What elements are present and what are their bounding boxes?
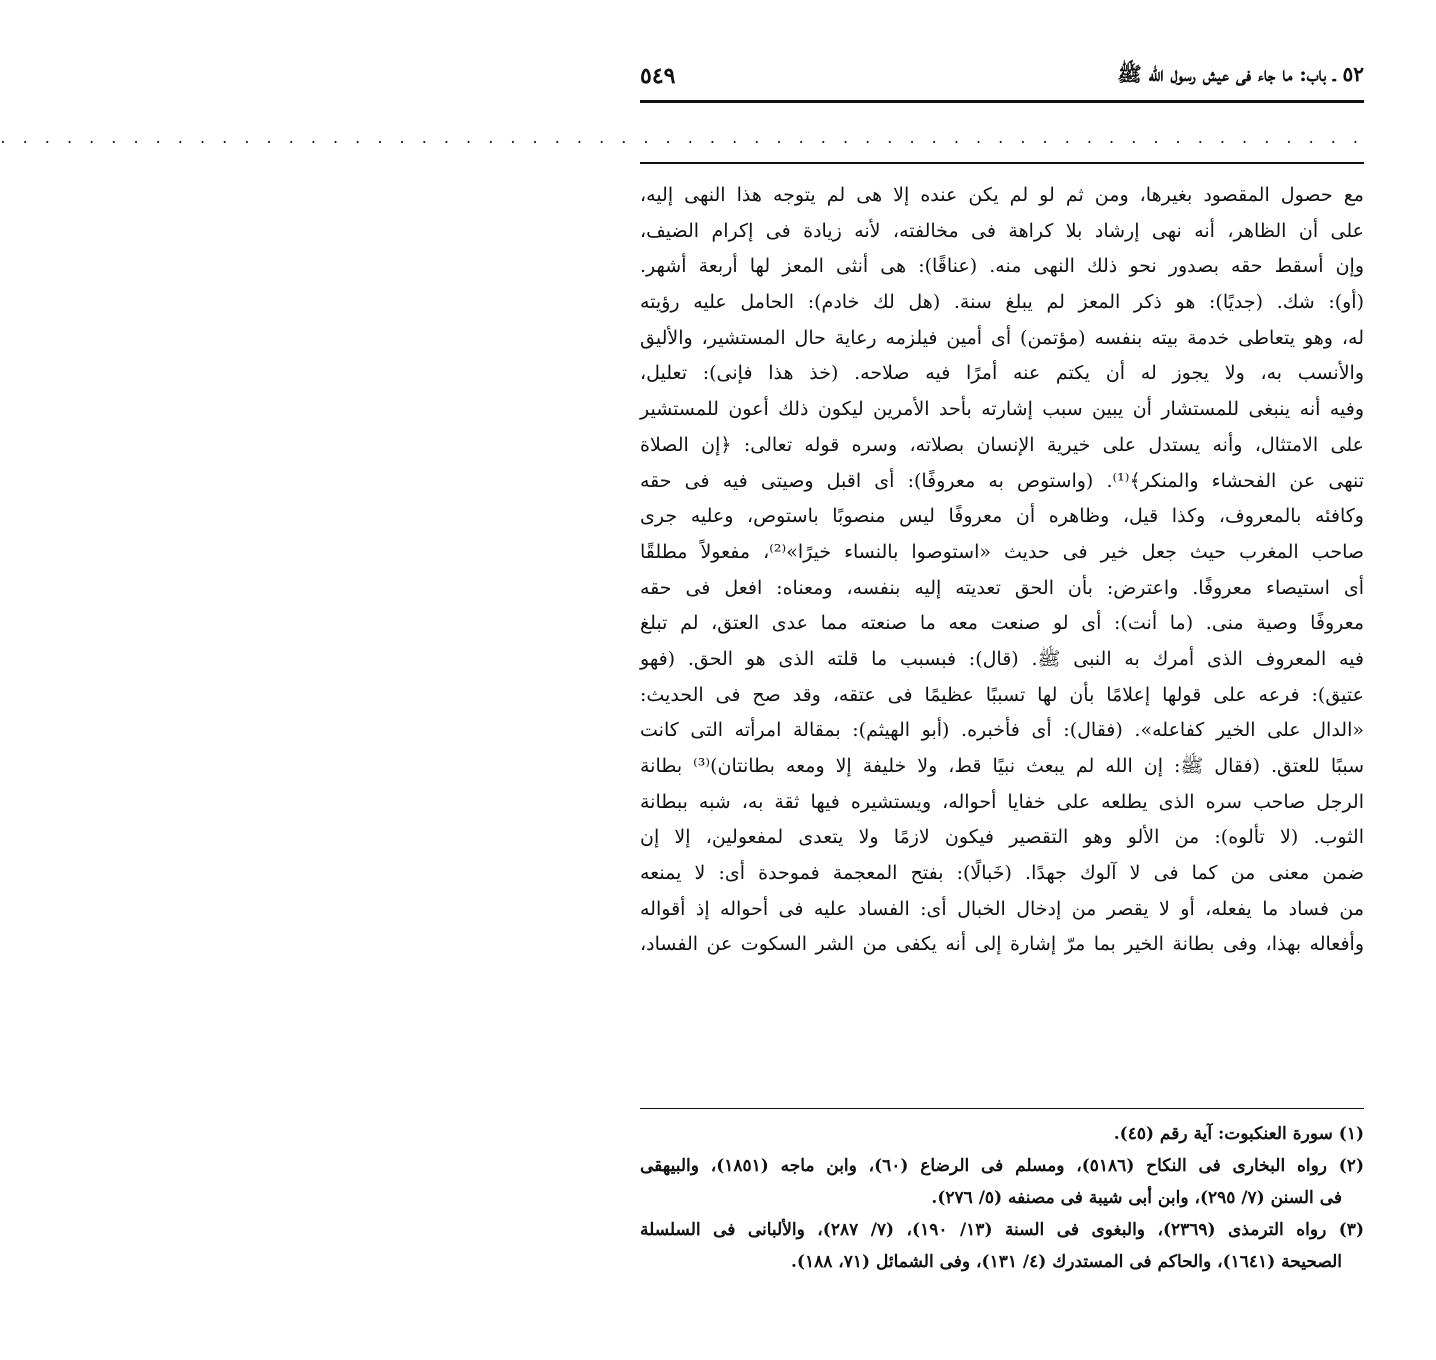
footnote-1: (١) سورة العنكبوت: آية رقم (٤٥).	[1113, 1124, 1364, 1144]
footnote-2: (٢) رواه البخارى فى النكاح (٥١٨٦)، ومسلم فى الرضاع (٦٠)، وابن ماجه (١٨٥١)، والبيهقى	[640, 1156, 1364, 1176]
dotted-separator: . . . . . . . . . . . . . . . . . . . . . . . . . . . . . . . . . . . . . . . . . . . . . . . . . . . . . . . . . . . . . .	[0, 128, 1364, 147]
text-line: مع حصول المقصود بغيرها، ومن ثم لو لم يكن عنده إلا هى لم يتوجه هذا النهى إليه،	[640, 184, 1364, 206]
footnotes	[640, 1118, 1364, 1278]
footnote-3: (٣) رواه الترمذى (٢٣٦٩)، والبغوى فى السنة (١٣/ ١٩٠)، (٧/ ٢٨٧)، والألبانى فى السلسلة	[640, 1220, 1364, 1240]
running-title: ٥٢ ـ باب: ما جاء فى عيش رسول الله ﷺ	[1117, 61, 1364, 86]
text-line: (أو): شك. (جديًا): هو ذكر المعز لم يبلغ سنة. (هل لك خادم): الحامل عليه رؤيته	[640, 291, 1364, 314]
text-line: معروفًا وصية منى. (ما أنت): أى لو صنعت معه ما صنعته مما عدى العتق، لم تبلغ	[640, 612, 1364, 635]
text-line: من فساد ما يفعله، أو لا يقصر من إدخال الخبال أى: الفساد عليه فى أحواله إذ أقواله	[640, 897, 1364, 920]
text-line: فيه المعروف الذى أمرك به النبى ﷺ. (قال): فبسبب ما قلته الذى هو الحق. (فهو	[640, 647, 1364, 670]
text-line: على أن الظاهر، أنه نهى إرشاد بلا كراهة فى مخالفته، لأنه زيادة فى إكرام الضيف،	[640, 219, 1364, 242]
text-line: على الامتثال، وأنه يستدل على خيرية الإنسان بصلاته، وسره قوله تعالى: ﴿إن الصلاة	[640, 433, 1364, 456]
footnote-3-continued: الصحيحة (١٦٤١)، والحاكم فى المستدرك (٤/ ١٣١)، وفى الشمائل (٧١، ١٨٨).	[791, 1252, 1342, 1272]
text-line: والأنسب به، ولا يجوز له أن يكتم عنه أمرًا فيه صلاحه. (خذ هذا فإنى): تعليل،	[640, 362, 1364, 385]
text-line: وفيه أنه ينبغى للمستشار أن يبين سبب إشارته بأحد الأمرين ليكون ذلك أعون للمستشير	[640, 398, 1364, 421]
page-number: ٥٤٩	[640, 63, 676, 89]
text-line: صاحب المغرب حيث جعل خير فى حديث «استوصوا بالنساء خيرًا»⁽²⁾، مفعولاً مطلقًا	[640, 540, 1365, 563]
text-line: «الدال على الخير كفاعله». (فقال): أى فأخبره. (أبو الهيثم): بمقالة امرأته التى كانت	[640, 719, 1364, 742]
text-line: ضمن معنى من كما فى لا آلوك جهدًا. (خَبالًا): بفتح المعجمة فموحدة أى: لا يمنعه	[640, 862, 1364, 885]
text-line: أى استيصاء معروفًا. واعترض: بأن الحق تعديته إليه بنفسه، ومعناه: افعل فى حقه	[640, 576, 1364, 599]
main-text	[640, 178, 1364, 1108]
footnote-separator	[640, 1108, 1364, 1109]
text-line: الثوب. (لا تألوه): من الألو وهو التقصير فيكون لازمًا ولا يتعدى لمفعولين، إلا إن	[640, 826, 1364, 849]
text-line: وأفعاله بهذا، وفى بطانة الخير بما مرّ إشارة إلى أنه يكفى من الشر السكوت عن الفساد،	[640, 933, 1364, 956]
footnote-2-continued: فى السنن (٧/ ٢٩٥)، وابن أبى شيبة فى مصنفه (٥/ ٢٧٦).	[931, 1188, 1342, 1208]
text-line: وكافئه بالمعروف، وكذا قيل، وظاهره أن معروفًا ليس منصوبًا باستوص، وعليه جرى	[640, 505, 1364, 528]
text-line: له، وهو يتعاطى خدمة بيته بنفسه (مؤتمن) أى أمين فيلزمه رعاية حال المستشير، والأليق	[640, 326, 1364, 349]
text-line: وإن أسقط حقه بصدور نحو ذلك النهى منه. (عناقًا): هى أنثى المعز لها أربعة أشهر.	[640, 255, 1364, 278]
text-line: عتيق): فرعه على قولها إعلامًا بأن لها تسببًا عظيمًا فى عتقه، وقد صح فى الحديث:	[640, 683, 1364, 706]
text-line: الرجل صاحب سره الذى يطلعه على خفايا أحواله، ويستشيره فيها ثقة به، شبه ببطانة	[640, 790, 1364, 813]
header-rule	[640, 100, 1364, 103]
body-top-rule	[640, 162, 1364, 164]
text-line: تنهى عن الفحشاء والمنكر﴾⁽¹⁾. (واستوص به معروفًا): أى اقبل وصيتى فيه فى حقه	[640, 469, 1364, 492]
text-line: سببًا للعتق. (فقال ﷺ: إن الله لم يبعث نبيًا قط، ولا خليفة إلا ومعه بطانتان)⁽³⁾ بطانة	[640, 755, 1365, 777]
page-header	[640, 56, 1364, 96]
